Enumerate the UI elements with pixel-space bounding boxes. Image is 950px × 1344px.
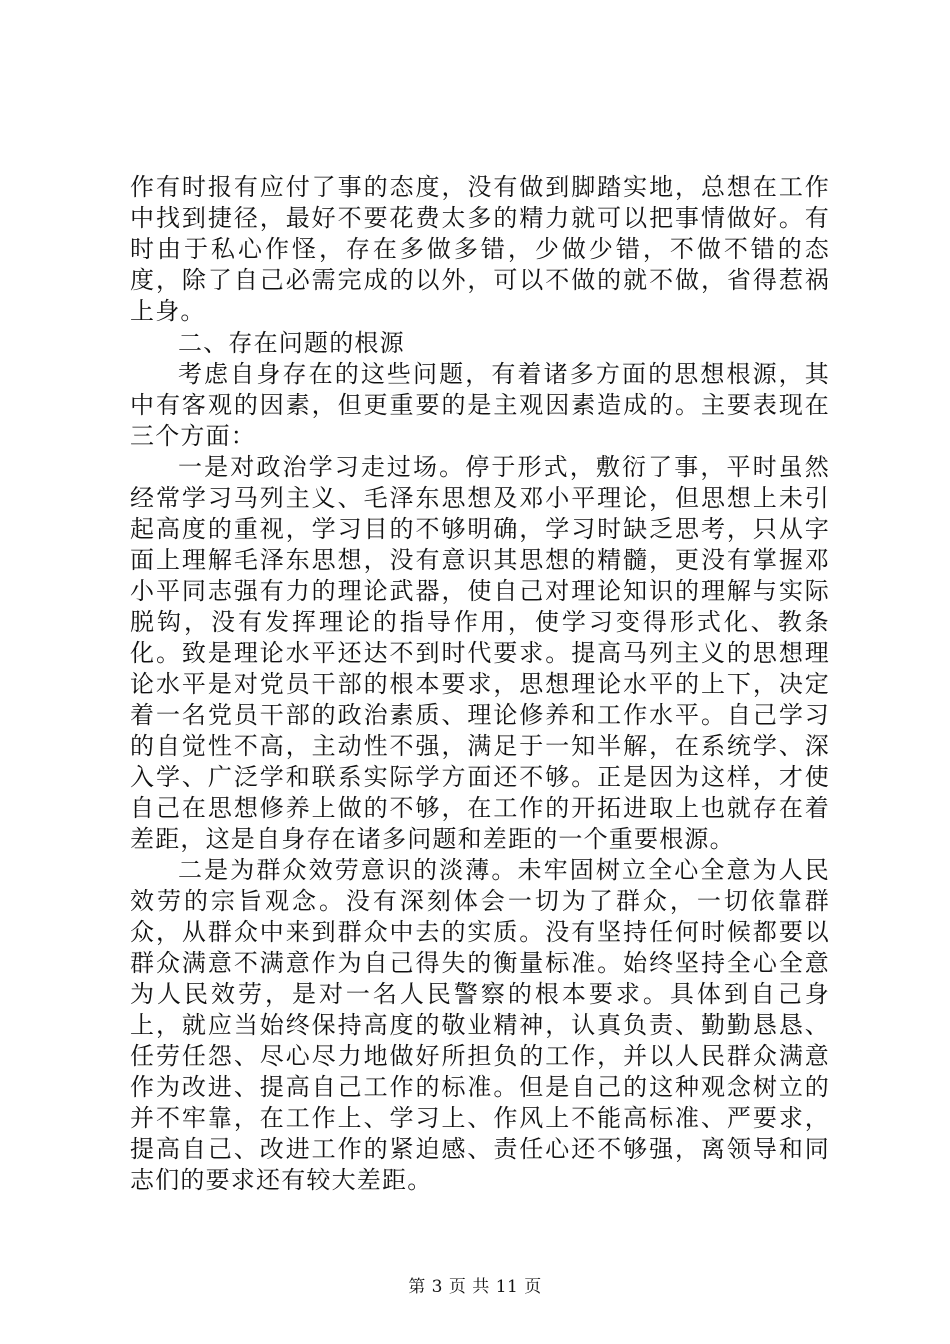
point-two-paragraph: 二是为群众效劳意识的淡薄。未牢固树立全心全意为人民效劳的宗旨观念。没有深刻体会一切为了群众，一切依靠群众，从群众中来到群众中去的实质。没有坚持任何时候都要以群众满意不满意作为自己得失的衡量标准。始终坚持全心全意为人民效劳，是对一名人民警察的根本要求。具体到自己身上，就应当始终保持高度的敬业精神，认真负责、勤勤恳恳、任劳任怨、尽心尽力地做好所担负的工作，并以人民群众满意作为改进、提高自己工作的标准。但是自己的这种观念树立的并不牢靠，在工作上、学习上、作风上不能高标准、严要求，提高自己、改进工作的紧迫感、责任心还不够强，离领导和同志们的要求还有较大差距。 — [130, 856, 830, 1194]
main-text-block — [130, 328, 830, 1196]
top-text-block — [130, 172, 830, 327]
point-one-paragraph: 一是对政治学习走过场。停于形式，敷衍了事，平时虽然经常学习马列主义、毛泽东思想及邓小平理论，但思想上未引起高度的重视，学习目的不够明确，学习时缺乏思考，只从字面上理解毛泽东思想，没有意识其思想的精髓，更没有掌握邓小平同志强有力的理论武器，使自己对理论知识的理解与实际脱钩，没有发挥理论的指导作用，使学习变得形式化、教条化。致是理论水平还达不到时代要求。提高马列主义的思想理论水平是对党员干部的根本要求，思想理论水平的上下，决定着一名党员干部的政治素质、理论修养和工作水平。自己学习的自觉性不高，主动性不强，满足于一知半解，在系统学、深入学、广泛学和联系实际学方面还不够。正是因为这样，才使自己在思想修养上做的不够，在工作的开拓进取上也就存在着差距，这是自身存在诸多问题和差距的一个重要根源。 — [130, 453, 830, 853]
section-heading: 二、存在问题的根源 — [178, 329, 405, 357]
continued-paragraph: 作有时报有应付了事的态度，没有做到脚踏实地，总想在工作中找到捷径，最好不要花费太多的精力就可以把事情做好。有时由于私心作怪，存在多做多错，少做少错，不做不错的态度，除了自己必需完成的以外，可以不做的就不做，省得惹祸上身。 — [130, 173, 830, 325]
intro-paragraph: 考虑自身存在的这些问题，有着诸多方面的思想根源，其中有客观的因素，但更重要的是主观因素造成的。主要表现在三个方面： — [130, 360, 830, 450]
page-footer: 第 3 页 共 11 页 — [408, 1277, 542, 1297]
